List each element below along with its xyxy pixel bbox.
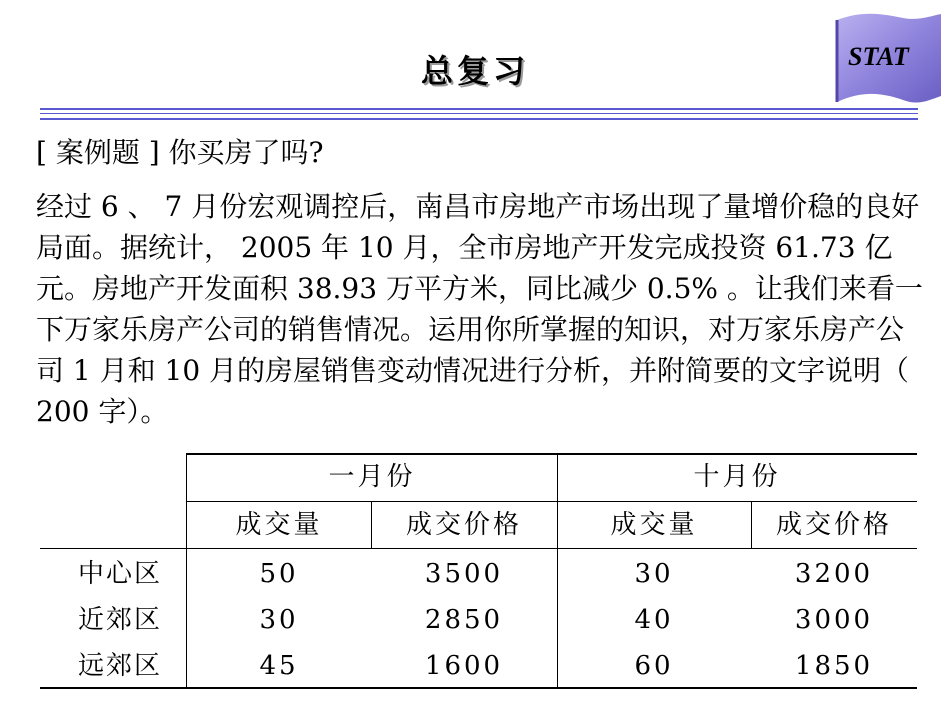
table-cell: 1600 <box>424 651 504 681</box>
case-paragraph: 经过 6 、 7 月份宏观调控后，南昌市房地产市场出现了量增价稳的良好局面。据统计， 2005 年 10 月，全市房地产开发完成投资 61.73 亿元。房地产开发面积 38.93 万平方米，同比减少 0.5% 。让我们来看一下万家乐房产公司的销售情况。运用你所掌握的知识，对万家乐房产公司 1 月和 10 月的房屋销售变动情况进行分析，并附简要的文字说明（ 200 字）。 <box>36 190 923 428</box>
table-cell: 30 <box>259 605 299 635</box>
table-bottom-rule <box>40 687 917 689</box>
table-column-header: 成交量 <box>610 510 698 540</box>
table-cell: 50 <box>259 559 299 589</box>
page-title: 总复习 <box>420 52 529 90</box>
stat-badge: STAT <box>848 42 909 71</box>
table-cell: 1850 <box>794 651 874 681</box>
table-cell: 3200 <box>794 559 874 589</box>
table-column-header: 成交量 <box>235 510 323 540</box>
table-header-rule <box>40 548 917 549</box>
header-rule <box>40 118 918 120</box>
table-column-header: 成交价格 <box>405 510 522 540</box>
table-row-label: 近郊区 <box>77 605 162 635</box>
header-rule <box>40 113 918 114</box>
table-row-label: 远郊区 <box>77 651 162 681</box>
table-cell: 45 <box>259 651 299 681</box>
table-cell: 30 <box>634 559 674 589</box>
table-cell: 60 <box>634 651 674 681</box>
table-group-header: 十月份 <box>693 462 781 492</box>
case-heading: [ 案例题 ] 你买房了吗? <box>36 136 324 169</box>
table-cell: 2850 <box>424 605 504 635</box>
table-group-header: 一月份 <box>328 462 416 492</box>
table-top-rule <box>187 453 917 455</box>
table-cell: 40 <box>634 605 674 635</box>
table-row-label: 中心区 <box>77 559 162 589</box>
table-column-header: 成交价格 <box>775 510 892 540</box>
table-group-rule <box>187 501 917 502</box>
header-rule <box>40 108 918 110</box>
table-cell: 3500 <box>424 559 504 589</box>
table-cell: 3000 <box>794 605 874 635</box>
